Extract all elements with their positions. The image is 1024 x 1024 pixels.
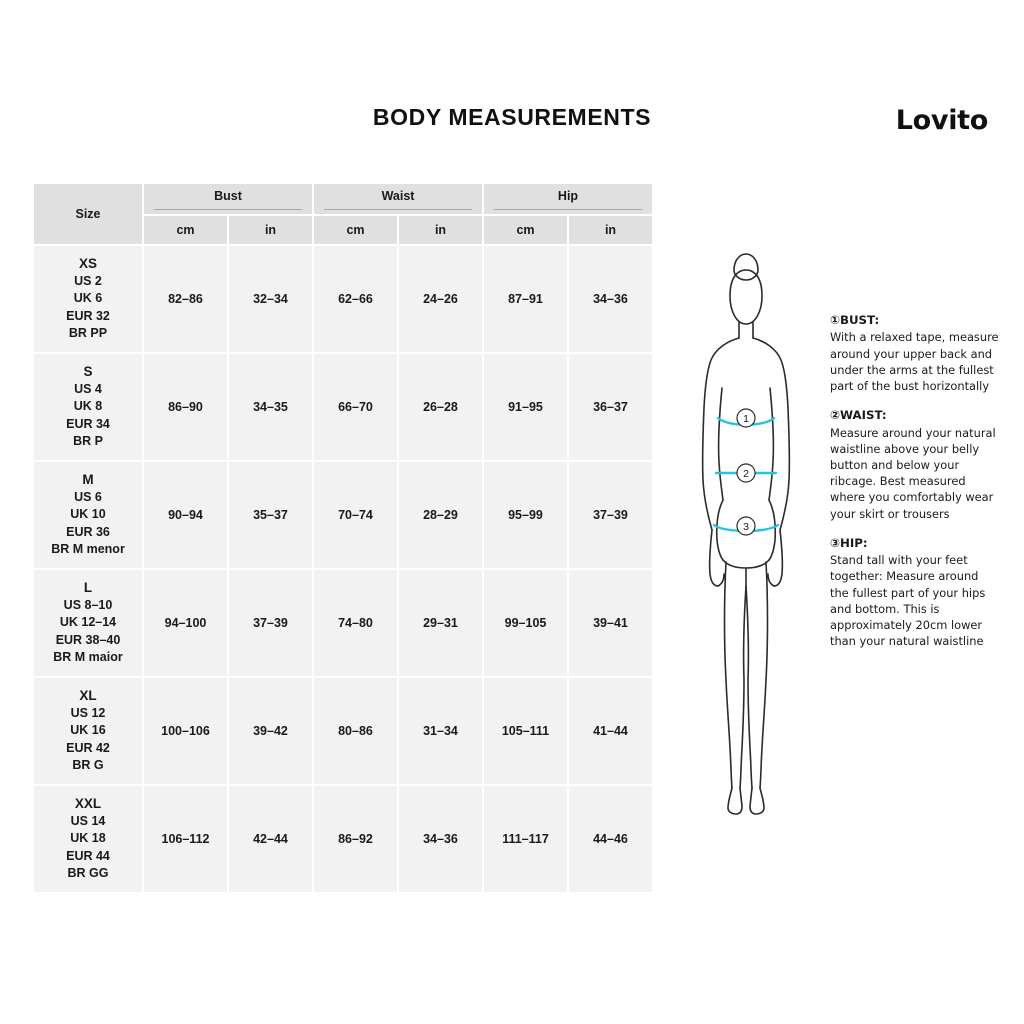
svg-text:1: 1 [743, 413, 749, 425]
hip-cm-cell: 91–95 [484, 354, 567, 460]
waist-cm-cell: 74–80 [314, 570, 397, 676]
size-label-line: EUR 32 [66, 308, 110, 323]
note-hip-heading: ③HIP: [830, 535, 868, 550]
svg-text:2: 2 [743, 468, 749, 480]
table-row [34, 678, 652, 784]
bust-in-cell: 42–44 [229, 786, 312, 892]
column-header-size: Size [34, 184, 142, 244]
size-label-line: BR M maior [53, 650, 123, 665]
size-label-line: US 4 [74, 381, 102, 396]
hip-cm-cell: 105–111 [484, 678, 567, 784]
unit-header-bust-in: in [229, 216, 312, 244]
waist-cm-cell: 62–66 [314, 246, 397, 352]
hip-cm-cell: 99–105 [484, 570, 567, 676]
size-label-cell [34, 678, 142, 784]
unit-header-bust-cm: cm [144, 216, 227, 244]
bust-in-cell: 35–37 [229, 462, 312, 568]
size-label-line: UK 18 [70, 831, 106, 846]
size-label-line: UK 16 [70, 723, 106, 738]
unit-header-hip-in: in [569, 216, 652, 244]
size-label-line: S [83, 364, 93, 380]
waist-cm-cell: 66–70 [314, 354, 397, 460]
bust-in-cell: 39–42 [229, 678, 312, 784]
note-hip-body: Stand tall with your feet together: Measure around the fullest part of your hips and bottom. This is approximately 20cm lower than your natural waistline [830, 553, 986, 649]
size-label-line: UK 12–14 [59, 615, 117, 630]
hip-cm-cell: 87–91 [484, 246, 567, 352]
waist-cm-cell: 80–86 [314, 678, 397, 784]
hip-cm-cell: 111–117 [484, 786, 567, 892]
size-label-line: BR G [72, 758, 104, 773]
table-header-groups [34, 184, 652, 214]
size-label-line: EUR 38–40 [55, 632, 121, 647]
waist-in-cell: 29–31 [399, 570, 482, 676]
column-header-bust [144, 184, 312, 214]
size-label-line: US 8–10 [63, 597, 113, 612]
size-table [32, 182, 654, 894]
note-waist-heading: ②WAIST: [830, 408, 887, 423]
size-label-line: US 14 [70, 813, 106, 828]
size-label-line: EUR 34 [66, 416, 110, 431]
size-table-container [32, 182, 654, 894]
bust-cm-cell: 106–112 [144, 786, 227, 892]
waist-in-cell: 34–36 [399, 786, 482, 892]
hip-in-cell: 37–39 [569, 462, 652, 568]
measurement-instructions [830, 312, 1000, 662]
size-label-line: XXL [74, 796, 102, 812]
size-label-cell [34, 462, 142, 568]
note-waist [830, 407, 1000, 522]
unit-header-waist-cm: cm [314, 216, 397, 244]
body-figure-illustration [666, 248, 826, 828]
size-label-line: BR GG [67, 866, 109, 881]
size-label-line: US 12 [70, 705, 106, 720]
waist-in-cell: 24–26 [399, 246, 482, 352]
bust-in-cell: 34–35 [229, 354, 312, 460]
waist-in-cell: 26–28 [399, 354, 482, 460]
hip-in-cell: 39–41 [569, 570, 652, 676]
size-label-line: XL [79, 688, 97, 704]
size-label-line: EUR 44 [66, 848, 110, 863]
table-row [34, 354, 652, 460]
size-label-line: UK 8 [73, 399, 103, 414]
column-header-waist-label: Waist [324, 189, 472, 210]
table-row [34, 462, 652, 568]
hip-in-cell: 44–46 [569, 786, 652, 892]
size-label-line: US 2 [74, 273, 102, 288]
hip-in-cell: 34–36 [569, 246, 652, 352]
size-label-line: US 6 [74, 489, 102, 504]
size-label-line: UK 10 [70, 507, 106, 522]
size-label-line: EUR 36 [66, 524, 110, 539]
size-label-line: L [83, 580, 93, 596]
table-row [34, 786, 652, 892]
unit-header-hip-cm: cm [484, 216, 567, 244]
bust-in-cell: 37–39 [229, 570, 312, 676]
size-label-line: M [82, 472, 94, 488]
hip-cm-cell: 95–99 [484, 462, 567, 568]
waist-cm-cell: 86–92 [314, 786, 397, 892]
column-header-hip-label: Hip [494, 189, 642, 210]
unit-header-waist-in: in [399, 216, 482, 244]
size-label-line: BR P [73, 434, 103, 449]
note-bust-body: With a relaxed tape, measure around your upper back and under the arms at the fullest part of the bust horizontally [830, 330, 999, 394]
size-label-line: EUR 42 [66, 740, 110, 755]
waist-in-cell: 31–34 [399, 678, 482, 784]
page-title: BODY MEASUREMENTS [372, 104, 652, 130]
size-label-line: XS [78, 256, 97, 272]
size-label-line: BR PP [68, 326, 108, 341]
column-header-waist [314, 184, 482, 214]
note-bust [830, 312, 1000, 394]
table-row [34, 570, 652, 676]
size-label-cell [34, 354, 142, 460]
note-waist-body: Measure around your natural waistline above your belly button and below your ribcage. Best measured where you comfortably wear your skirt or trousers [830, 425, 996, 521]
table-row [34, 246, 652, 352]
size-label-cell [34, 246, 142, 352]
size-label-cell [34, 786, 142, 892]
bust-in-cell: 32–34 [229, 246, 312, 352]
bust-cm-cell: 90–94 [144, 462, 227, 568]
size-label-cell [34, 570, 142, 676]
note-bust-heading: ①BUST: [830, 313, 880, 327]
waist-cm-cell: 70–74 [314, 462, 397, 568]
brand-logo: Lovito [895, 105, 988, 136]
column-header-hip [484, 184, 652, 214]
hip-in-cell: 36–37 [569, 354, 652, 460]
note-hip [830, 535, 1000, 650]
bust-cm-cell: 82–86 [144, 246, 227, 352]
bust-cm-cell: 86–90 [144, 354, 227, 460]
size-label-line: BR M menor [51, 542, 125, 557]
waist-in-cell: 28–29 [399, 462, 482, 568]
size-label-line: UK 6 [73, 291, 103, 306]
bust-cm-cell: 100–106 [144, 678, 227, 784]
svg-text:3: 3 [743, 521, 749, 533]
bust-cm-cell: 94–100 [144, 570, 227, 676]
column-header-bust-label: Bust [154, 189, 302, 210]
hip-in-cell: 41–44 [569, 678, 652, 784]
